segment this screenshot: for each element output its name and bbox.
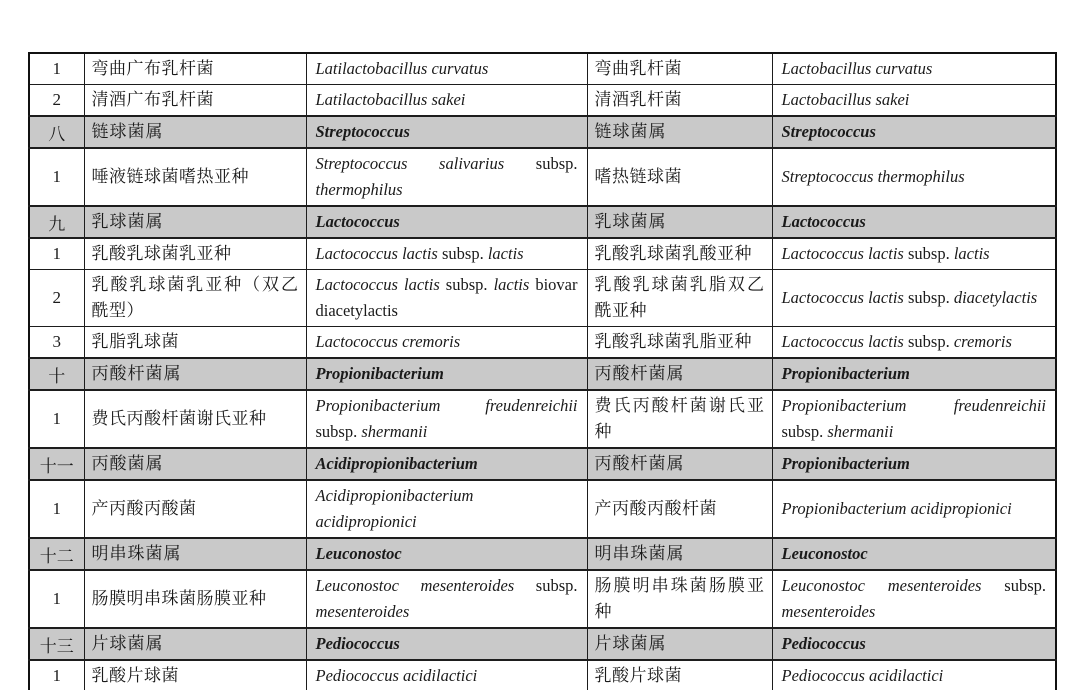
cn-name-new-cell: 费氏丙酸杆菌谢氏亚种 (84, 390, 306, 448)
latin-name-old-cell (772, 570, 1056, 628)
cn-name-old-cell: 乳酸片球菌 (587, 660, 772, 690)
latin-name-old-cell (772, 480, 1056, 538)
latin-italic-segment: Lactobacillus sakei (781, 90, 910, 109)
latin-italic-segment: diacetylactis (953, 288, 1038, 307)
latin-name-new-cell (306, 270, 587, 327)
latin-italic-segment: Leuconostoc (315, 544, 402, 563)
cn-name-new-cell: 乳酸片球菌 (84, 660, 306, 690)
latin-roman-segment: subsp. (315, 422, 362, 441)
latin-roman-segment: subsp. (903, 288, 954, 307)
latin-name-new-cell (306, 206, 587, 238)
latin-italic-segment: Lactococcus (781, 212, 866, 231)
cn-name-new-cell: 乳酸乳球菌乳亚种 (84, 238, 306, 270)
genus-row (29, 628, 1056, 660)
cn-name-old-cell: 乳酸乳球菌乳酸亚种 (587, 238, 772, 270)
latin-name-new-cell (306, 53, 587, 85)
cn-name-new-cell: 乳球菌属 (84, 206, 306, 238)
cn-name-old-cell: 费氏丙酸杆菌谢氏亚种 (587, 390, 772, 448)
latin-name-new-cell (306, 327, 587, 359)
cn-name-old-cell: 明串珠菌属 (587, 538, 772, 570)
latin-name-new-cell (306, 85, 587, 117)
latin-name-old-cell (772, 538, 1056, 570)
latin-italic-segment: Streptococcus (315, 122, 410, 141)
latin-italic-segment: Lactobacillus curvatus (781, 59, 933, 78)
latin-italic-segment: lactis (487, 244, 524, 263)
latin-roman-segment: subsp. (781, 422, 828, 441)
latin-name-new-cell (306, 148, 587, 206)
latin-name-new-cell (306, 448, 587, 480)
latin-roman-segment: subsp. (903, 244, 954, 263)
latin-roman-segment: subsp. (504, 154, 578, 173)
genus-row (29, 116, 1056, 148)
row-index-cell: 1 (29, 480, 84, 538)
latin-name-old-cell (772, 270, 1056, 327)
latin-italic-segment: Pediococcus acidilactici (315, 666, 478, 685)
latin-italic-segment: lactis (953, 244, 990, 263)
cn-name-new-cell: 产丙酸丙酸菌 (84, 480, 306, 538)
row-index-cell: 九 (29, 206, 84, 238)
latin-italic-segment: Lactococcus lactis (781, 288, 904, 307)
cn-name-new-cell: 丙酸菌属 (84, 448, 306, 480)
species-row (29, 238, 1056, 270)
genus-row (29, 448, 1056, 480)
latin-italic-segment: Pediococcus (315, 634, 400, 653)
latin-name-new-cell (306, 660, 587, 690)
row-index-cell: 十 (29, 358, 84, 390)
species-row (29, 570, 1056, 628)
latin-name-old-cell (772, 116, 1056, 148)
latin-italic-segment: cremoris (953, 332, 1012, 351)
row-index-cell: 1 (29, 660, 84, 690)
latin-italic-segment: Pediococcus (781, 634, 866, 653)
latin-italic-segment: Acidipropionibacterium acidipropionici (315, 486, 474, 531)
latin-italic-segment: Leuconostoc mesenteroides (781, 576, 982, 595)
latin-roman-segment: subsp. (439, 275, 494, 294)
row-index-cell: 八 (29, 116, 84, 148)
latin-name-old-cell (772, 660, 1056, 690)
genus-row (29, 538, 1056, 570)
latin-name-new-cell (306, 480, 587, 538)
latin-italic-segment: Propionibacterium (781, 454, 910, 473)
species-row (29, 148, 1056, 206)
latin-italic-segment: Lactococcus cremoris (315, 332, 461, 351)
cn-name-old-cell: 乳球菌属 (587, 206, 772, 238)
latin-italic-segment: Latilactobacillus sakei (315, 90, 466, 109)
cn-name-old-cell: 乳酸乳球菌乳脂亚种 (587, 327, 772, 359)
latin-italic-segment: mesenteroides (315, 602, 410, 621)
species-row (29, 660, 1056, 690)
latin-name-old-cell (772, 148, 1056, 206)
latin-italic-segment: lactis (493, 275, 530, 294)
cn-name-old-cell: 嗜热链球菌 (587, 148, 772, 206)
cn-name-new-cell: 明串珠菌属 (84, 538, 306, 570)
latin-italic-segment: Lactococcus lactis (781, 332, 904, 351)
cn-name-old-cell: 产丙酸丙酸杆菌 (587, 480, 772, 538)
latin-italic-segment: Leuconostoc mesenteroides (315, 576, 515, 595)
species-row (29, 53, 1056, 85)
latin-italic-segment: Propionibacterium freudenreichii (781, 396, 1046, 415)
latin-italic-segment: Latilactobacillus curvatus (315, 59, 489, 78)
species-row (29, 327, 1056, 359)
cn-name-old-cell: 丙酸杆菌属 (587, 358, 772, 390)
latin-roman-segment: subsp. (514, 576, 578, 595)
latin-name-new-cell (306, 628, 587, 660)
row-index-cell: 2 (29, 85, 84, 117)
cn-name-old-cell: 丙酸杆菌属 (587, 448, 772, 480)
row-index-cell: 十三 (29, 628, 84, 660)
latin-name-old-cell (772, 390, 1056, 448)
latin-italic-segment: shermanii (827, 422, 894, 441)
latin-italic-segment: Propionibacterium (315, 364, 444, 383)
latin-name-new-cell (306, 238, 587, 270)
row-index-cell: 十二 (29, 538, 84, 570)
latin-italic-segment: shermanii (361, 422, 428, 441)
species-row (29, 390, 1056, 448)
latin-name-old-cell (772, 628, 1056, 660)
cn-name-old-cell: 肠膜明串珠菌肠膜亚种 (587, 570, 772, 628)
row-index-cell: 1 (29, 238, 84, 270)
cn-name-old-cell: 弯曲乳杆菌 (587, 53, 772, 85)
row-index-cell: 1 (29, 53, 84, 85)
latin-name-old-cell (772, 238, 1056, 270)
cn-name-old-cell: 清酒乳杆菌 (587, 85, 772, 117)
latin-italic-segment: Lactococcus lactis (315, 275, 440, 294)
latin-name-new-cell (306, 358, 587, 390)
latin-italic-segment: Lactococcus lactis (781, 244, 904, 263)
latin-name-old-cell (772, 206, 1056, 238)
latin-italic-segment: thermophilus (315, 180, 403, 199)
cn-name-old-cell: 链球菌属 (587, 116, 772, 148)
genus-row (29, 206, 1056, 238)
latin-italic-segment: mesenteroides (781, 602, 876, 621)
latin-name-new-cell (306, 116, 587, 148)
latin-roman-segment: biovar diacetylactis (315, 275, 578, 320)
species-table-body (29, 53, 1056, 690)
latin-italic-segment: Leuconostoc (781, 544, 868, 563)
latin-name-old-cell (772, 85, 1056, 117)
cn-name-new-cell: 链球菌属 (84, 116, 306, 148)
cn-name-new-cell: 肠膜明串珠菌肠膜亚种 (84, 570, 306, 628)
latin-italic-segment: Propionibacterium freudenreichii (315, 396, 578, 415)
species-row (29, 270, 1056, 327)
species-table (28, 52, 1057, 690)
row-index-cell: 3 (29, 327, 84, 359)
cn-name-new-cell: 乳酸乳球菌乳亚种（双乙酰型） (84, 270, 306, 327)
cn-name-old-cell: 乳酸乳球菌乳脂双乙酰亚种 (587, 270, 772, 327)
latin-roman-segment: subsp. (903, 332, 954, 351)
latin-name-old-cell (772, 327, 1056, 359)
cn-name-new-cell: 清酒广布乳杆菌 (84, 85, 306, 117)
latin-italic-segment: Lactococcus lactis (315, 244, 438, 263)
row-index-cell: 十一 (29, 448, 84, 480)
cn-name-new-cell: 乳脂乳球菌 (84, 327, 306, 359)
latin-name-new-cell (306, 570, 587, 628)
species-row (29, 85, 1056, 117)
latin-name-new-cell (306, 538, 587, 570)
cn-name-old-cell: 片球菌属 (587, 628, 772, 660)
latin-italic-segment: Acidipropionibacterium (315, 454, 478, 473)
latin-italic-segment: Lactococcus (315, 212, 400, 231)
latin-italic-segment: Streptococcus (781, 122, 876, 141)
row-index-cell: 2 (29, 270, 84, 327)
cn-name-new-cell: 片球菌属 (84, 628, 306, 660)
latin-name-new-cell (306, 390, 587, 448)
latin-name-old-cell (772, 53, 1056, 85)
row-index-cell: 1 (29, 390, 84, 448)
cn-name-new-cell: 唾液链球菌嗜热亚种 (84, 148, 306, 206)
latin-name-old-cell (772, 448, 1056, 480)
latin-italic-segment: Pediococcus acidilactici (781, 666, 944, 685)
row-index-cell: 1 (29, 570, 84, 628)
latin-roman-segment: subsp. (981, 576, 1046, 595)
latin-roman-segment: subsp. (437, 244, 488, 263)
latin-italic-segment: Streptococcus thermophilus (781, 167, 965, 186)
latin-italic-segment: Streptococcus salivarius (315, 154, 505, 173)
latin-italic-segment: Propionibacterium (781, 364, 910, 383)
cn-name-new-cell: 弯曲广布乳杆菌 (84, 53, 306, 85)
row-index-cell: 1 (29, 148, 84, 206)
genus-row (29, 358, 1056, 390)
latin-italic-segment: Propionibacterium acidipropionici (781, 499, 1012, 518)
latin-name-old-cell (772, 358, 1056, 390)
species-row (29, 480, 1056, 538)
cn-name-new-cell: 丙酸杆菌属 (84, 358, 306, 390)
